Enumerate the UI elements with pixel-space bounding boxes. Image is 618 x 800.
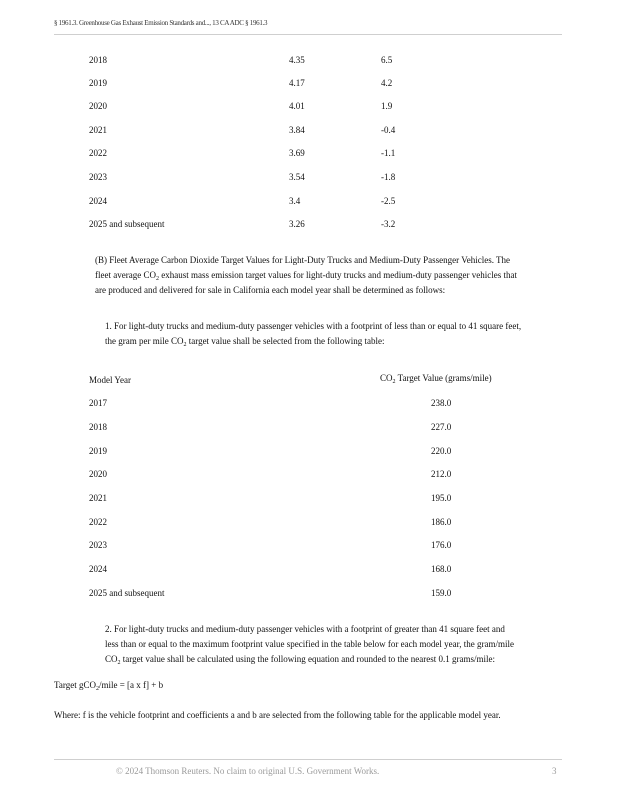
section-b-line [95,268,517,283]
subscript: 2 [95,686,99,692]
table-a-change: 6.5 [381,55,393,65]
table-a-year: 2023 [89,172,107,182]
subscript: 2 [392,379,396,385]
table-a-year: 2018 [89,55,107,65]
text-span: target value shall be calculated using the following equation and rounded to the nearest 0.1 grams/mile: [120,654,495,664]
subscript: 2 [183,342,187,348]
table-a-value: 3.54 [289,172,305,182]
table-a-change: -2.5 [381,196,396,206]
table-a-year: 2021 [89,125,107,135]
table-a-change: -0.4 [381,125,396,135]
table-b-value: 195.0 [431,493,452,503]
item-1-line [105,334,521,349]
table-a-value: 4.35 [289,55,305,65]
table-a-year: 2022 [89,148,107,158]
table-a-value: 3.84 [289,125,305,135]
section-b-line: are produced and delivered for sale in California each model year shall be determined as follows: [95,285,446,295]
item-2-paragraph [105,622,514,667]
item-2-line [105,652,514,667]
item-2-line: 2. For light-duty trucks and medium-duty passenger vehicles with a footprint of greater than 41 square feet and [105,624,505,634]
text-span: Target gCO [54,680,96,690]
table-a-year: 2024 [89,196,107,206]
table-b-year: 2017 [89,398,107,408]
text-span: target value shall be selected from the following table: [186,336,385,346]
text-span: Target Value (grams/mile) [395,373,492,383]
section-b-line: (B) Fleet Average Carbon Dioxide Target Values for Light-Duty Trucks and Medium-Duty Passenger Vehicles. The [95,255,511,265]
table-a-change: -1.8 [381,172,396,182]
copyright-notice: © 2024 Thomson Reuters. No claim to original U.S. Government Works. [116,766,380,776]
table-b-header-value [380,373,492,384]
item-1-paragraph [105,319,521,349]
table-a-value: 4.17 [289,78,305,88]
table-a-change: 1.9 [381,101,393,111]
table-b-year: 2022 [89,517,107,527]
text-span: exhaust mass emission target values for light-duty trucks and medium-duty passenger vehicles that [158,270,517,280]
where-paragraph: Where: f is the vehicle footprint and coefficients a and b are selected from the following table for the applicable model year. [54,710,501,720]
table-a-year: 2020 [89,101,107,111]
table-a-year: 2019 [89,78,107,88]
table-a-value: 4.01 [289,101,305,111]
table-b-year: 2021 [89,493,107,503]
subscript: 2 [155,276,159,282]
text-span: CO [105,654,118,664]
table-b-value: 227.0 [431,422,452,432]
header-divider [54,34,562,35]
page-number: 3 [552,766,557,776]
table-a-value: 3.69 [289,148,305,158]
table-a-change: -3.2 [381,219,396,229]
running-header: § 1961.3. Greenhouse Gas Exhaust Emission Standards and..., 13 CA ADC § 1961.3 [54,19,268,27]
table-b-value: 176.0 [431,540,452,550]
table-b-value: 159.0 [431,588,452,598]
text-span: /mile = [a x f] + b [98,680,164,690]
table-b-year: 2019 [89,446,107,456]
target-equation [54,678,163,693]
table-b-year: 2023 [89,540,107,550]
table-b-value: 212.0 [431,469,452,479]
table-a-change: 4.2 [381,78,393,88]
text-span: CO [380,373,393,383]
text-span: fleet average CO [95,270,156,280]
footer-divider [54,759,562,760]
table-a-year: 2025 and subsequent [89,219,165,229]
table-b-year: 2018 [89,422,107,432]
section-b-paragraph [95,253,517,298]
table-b-year: 2025 and subsequent [89,588,165,598]
table-b-value: 220.0 [431,446,452,456]
table-b-year: 2020 [89,469,107,479]
text-span: the gram per mile CO [105,336,184,346]
table-a-change: -1.1 [381,148,396,158]
table-b-value: 186.0 [431,517,452,527]
item-2-line: less than or equal to the maximum footprint value specified in the table below for each model year, the gram/mile [105,639,515,649]
table-b-value: 238.0 [431,398,452,408]
subscript: 2 [117,660,121,666]
table-b-value: 168.0 [431,564,452,574]
table-a-value: 3.4 [289,196,301,206]
table-a-value: 3.26 [289,219,305,229]
table-b-header-year: Model Year [89,375,131,385]
item-1-line: 1. For light-duty trucks and medium-duty passenger vehicles with a footprint of less than or equal to 41 square feet, [105,321,522,331]
table-b-year: 2024 [89,564,107,574]
